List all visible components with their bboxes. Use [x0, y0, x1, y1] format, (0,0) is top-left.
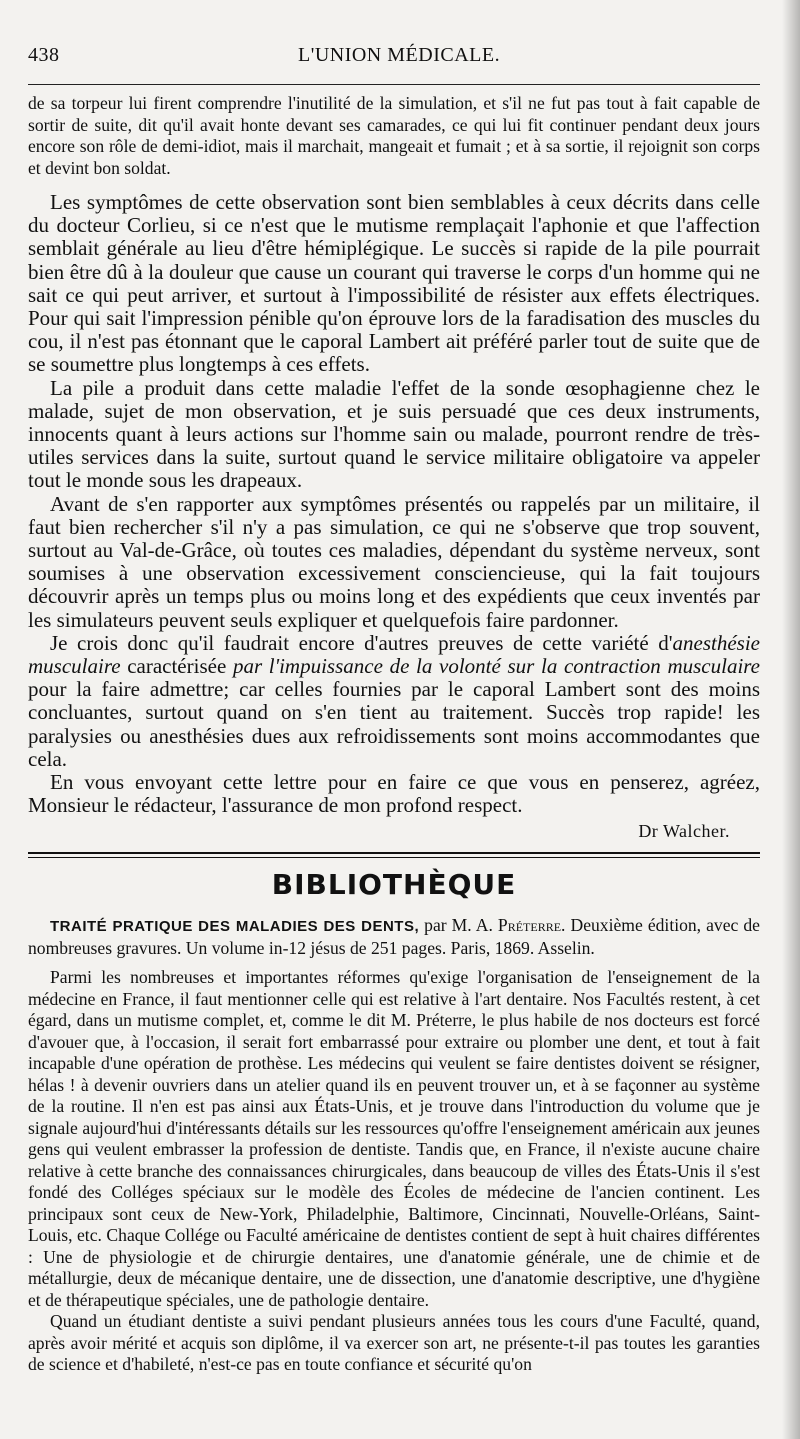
signature: Dr Walcher.: [638, 821, 730, 842]
letter-paragraph-4-part-b: caractérisée: [120, 654, 233, 679]
book-reference: [28, 915, 760, 959]
term-definition: par l'impuissance de la volonté sur la contraction musculaire: [232, 654, 760, 679]
journal-title: L'UNION MÉDICALE.: [298, 44, 501, 66]
page-number: 438: [28, 44, 60, 66]
letter-paragraph-5: En vous envoyant cette lettre pour en faire ce que vous en penserez, agréez, Monsieur le rédacteur, l'assurance de mon profond respect.: [28, 770, 760, 818]
book-author: Préterre: [497, 915, 562, 936]
book-title: TRAITÉ PRATIQUE DES MALADIES DES DENTS,: [50, 918, 420, 936]
running-header: [28, 44, 760, 78]
letter-paragraph-4: [28, 632, 760, 771]
book-info-a: par M. A.: [419, 915, 498, 936]
top-paragraph: de sa torpeur lui firent comprendre l'inutilité de la simulation, et s'il ne fut pas tout à fait capable de sortir de suite, dit qu'il avait honte devant ses camarades, ce qui lui fit continuer pendant deux jours encore son rôle de demi-idiot, mais il marchait, mangeait et fumait ; et à sa sortie, il rejoignit son corps et devint bon soldat.: [28, 93, 760, 178]
review-paragraph-2: Quand un étudiant dentiste a suivi pendant plusieurs années tous les cours d'une Faculté, quand, après avoir mérité et acquis son diplôme, il va exercer son art, ne présente-t-il pas toutes les garanties de science et d'habileté, n'est-ce pas en toute confiance et sécurité qu'on: [28, 1311, 760, 1375]
page-edge-shadow: [782, 0, 800, 1439]
letter-paragraph-4-part-c: pour la faire admettre; car celles fournies par le caporal Lambert sont des moins concluantes, surtout quand on s'en tient au traitement. Succès trop rapide! les paralysies ou anesthésies dues aux refroidissements sont moins accommodantes que cela.: [28, 677, 760, 771]
section-title: BIBLIOTHÈQUE: [271, 868, 517, 902]
review-paragraph-1: Parmi les nombreuses et importantes réformes qu'exige l'organisation de l'enseignement de la médecine en France, il faut mentionner celle qui est relative à l'art dentaire. Nos Facultés restent, à cet égard, dans un mutisme complet, et, comme le dit M. Préterre, le plus habile de nos docteurs est forcé d'avouer que, à l'occasion, il serait fort embarrassé pour extraire ou plomber une dent, et tout à fait incapable d'une opération de prothèse. Les médecins qui veulent se faire dentistes doivent se résigner, hélas ! à devenir ouvriers dans un atelier quand ils en peuvent trouver un, et à se façonner au système de la routine. Il n'en est pas ainsi aux États-Unis, et je trouve dans l'introduction du volume que je signale aujourd'hui d'intéressants détails sur les ressources qu'offre l'enseignement américain aux jeunes gens qui veulent embrasser la profession de dentiste. Tandis que, en France, il n'existe aucune chaire relative à cette branche des connaissances chirurgicales, dans beaucoup de villes des États-Unis il s'est fondé des Colléges spéciaux sur le modèle des Écoles de médecine de l'ancien continent. Les principaux sont ceux de New-York, Philadelphie, Baltimore, Cincinnati, Nouvelle-Orléans, Saint-Louis, etc. Chaque Collége ou Faculté américaine de dentistes contient de sept à huit chaires différentes : Une de physiologie et de chirurgie dentaires, une d'anatomie générale, une de chimie et de métallurgie, deux de mécanique dentaire, une de dissection, une d'anatomie descriptive, une d'hygiène et de thérapeutique spéciales, une de pathologie dentaire.: [28, 967, 760, 1310]
book-info-b: . Deuxième édition, avec de nombreuses gravures. Un volume in-12 jésus de 251 pages. Paris, 1869. Asselin.: [28, 915, 760, 958]
letter-paragraph-3: Avant de s'en rapporter aux symptômes présentés ou rappelés par un militaire, il faut bien rechercher s'il n'y a pas simulation, ce qui ne s'observe que trop souvent, surtout au Val-de-Grâce, où toutes ces maladies, dépendant du système nerveux, sont soumises à une observation excessivement consciencieuse, qui la fait toujours découvrir après un temps plus ou moins long et des expédients que ceux inventés par les simulateurs peuvent seuls expliquer et quelquefois faire pardonner.: [28, 491, 760, 632]
header-rule: [28, 84, 760, 85]
letter-paragraph-2: La pile a produit dans cette maladie l'effet de la sonde œsophagienne chez le malade, sujet de mon observation, et je suis persuadé que ces deux instruments, innocents quant à leurs actions sur l'homme sain ou malade, pourront rendre de très-utiles services dans la suite, surtout quand le service militaire obligatoire va appeler tout le monde sous les drapeaux.: [28, 375, 760, 493]
letter-paragraph-1: Les symptômes de cette observation sont bien semblables à ceux décrits dans celle du docteur Corlieu, si ce n'est que le mutisme remplaçait l'aphonie et que l'affection semblait générale au lieu d'être hémiplégique. Le succès si rapide de la pile pourrait bien être dû à la douleur que cause un courant qui traverse le corps d'un homme qui ne sait ce qui peut arriver, et surtout à l'impossibilité de résister aux effets électriques. Pour qui sait l'impression pénible qu'on éprouve lors de la faradisation des muscles du cou, il n'est pas étonnant que le caporal Lambert ait préféré parler tout de suite que de se soumettre plus longtemps à ces effets.: [28, 190, 760, 377]
letter-paragraph-4-part-a: Je crois donc qu'il faudrait encore d'autres preuves de cette variété d': [50, 630, 673, 655]
section-divider: [28, 852, 760, 858]
term-anesthesie-musculaire: anesthésie musculaire: [28, 630, 760, 679]
